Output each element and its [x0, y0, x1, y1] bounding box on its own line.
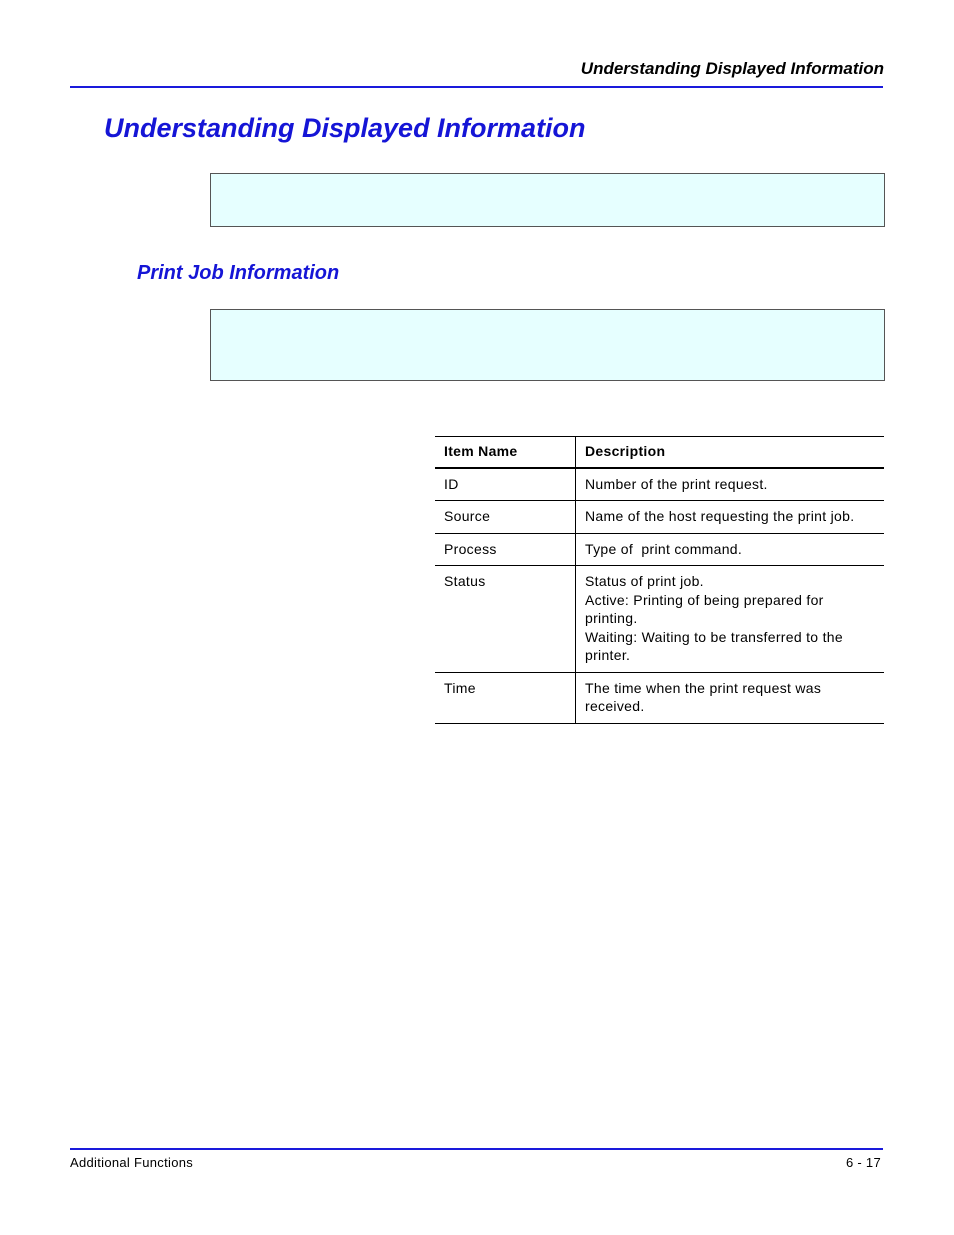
page-number: 6 - 17 [845, 1155, 881, 1170]
description-cell [576, 672, 885, 723]
description-cell [576, 566, 885, 673]
item-name-cell: Source [435, 501, 576, 534]
table-row [435, 672, 884, 723]
description-line: Number of the print request. [585, 475, 768, 492]
description-line: Status of print job. [585, 573, 704, 589]
item-name-cell: Status [435, 566, 576, 673]
column-header-item-name: Item Name [435, 437, 576, 468]
running-header-title: Understanding Displayed Information [580, 59, 884, 78]
table-header-row [435, 437, 884, 468]
table-row [435, 468, 884, 501]
table-row [435, 566, 884, 673]
description-line: The time when the print request was received. [585, 679, 822, 714]
item-name-cell: Time [435, 672, 576, 723]
table-row [435, 533, 884, 566]
table-row [435, 501, 884, 534]
footer-chapter-title: Additional Functions [70, 1155, 194, 1170]
description-line: Active: Printing of being prepared for printing. [585, 591, 824, 626]
header-rule [70, 86, 883, 88]
section-title: Print Job Information [137, 262, 340, 284]
description-line: Waiting: Waiting to be transferred to the printer. [585, 628, 843, 663]
description-line: Type of print command. [585, 540, 743, 557]
print-job-info-table [435, 436, 884, 724]
item-name-cell: Process [435, 533, 576, 566]
footer-rule [70, 1148, 883, 1150]
item-name-cell: ID [435, 468, 576, 501]
description-line: Name of the host requesting the print job. [585, 508, 855, 524]
note-box-1 [210, 173, 885, 227]
note-box-2 [210, 309, 885, 381]
description-cell [576, 501, 885, 534]
description-cell [576, 533, 885, 566]
column-header-description: Description [576, 437, 885, 468]
description-cell [576, 468, 885, 501]
page-title: Understanding Displayed Information [104, 113, 586, 143]
